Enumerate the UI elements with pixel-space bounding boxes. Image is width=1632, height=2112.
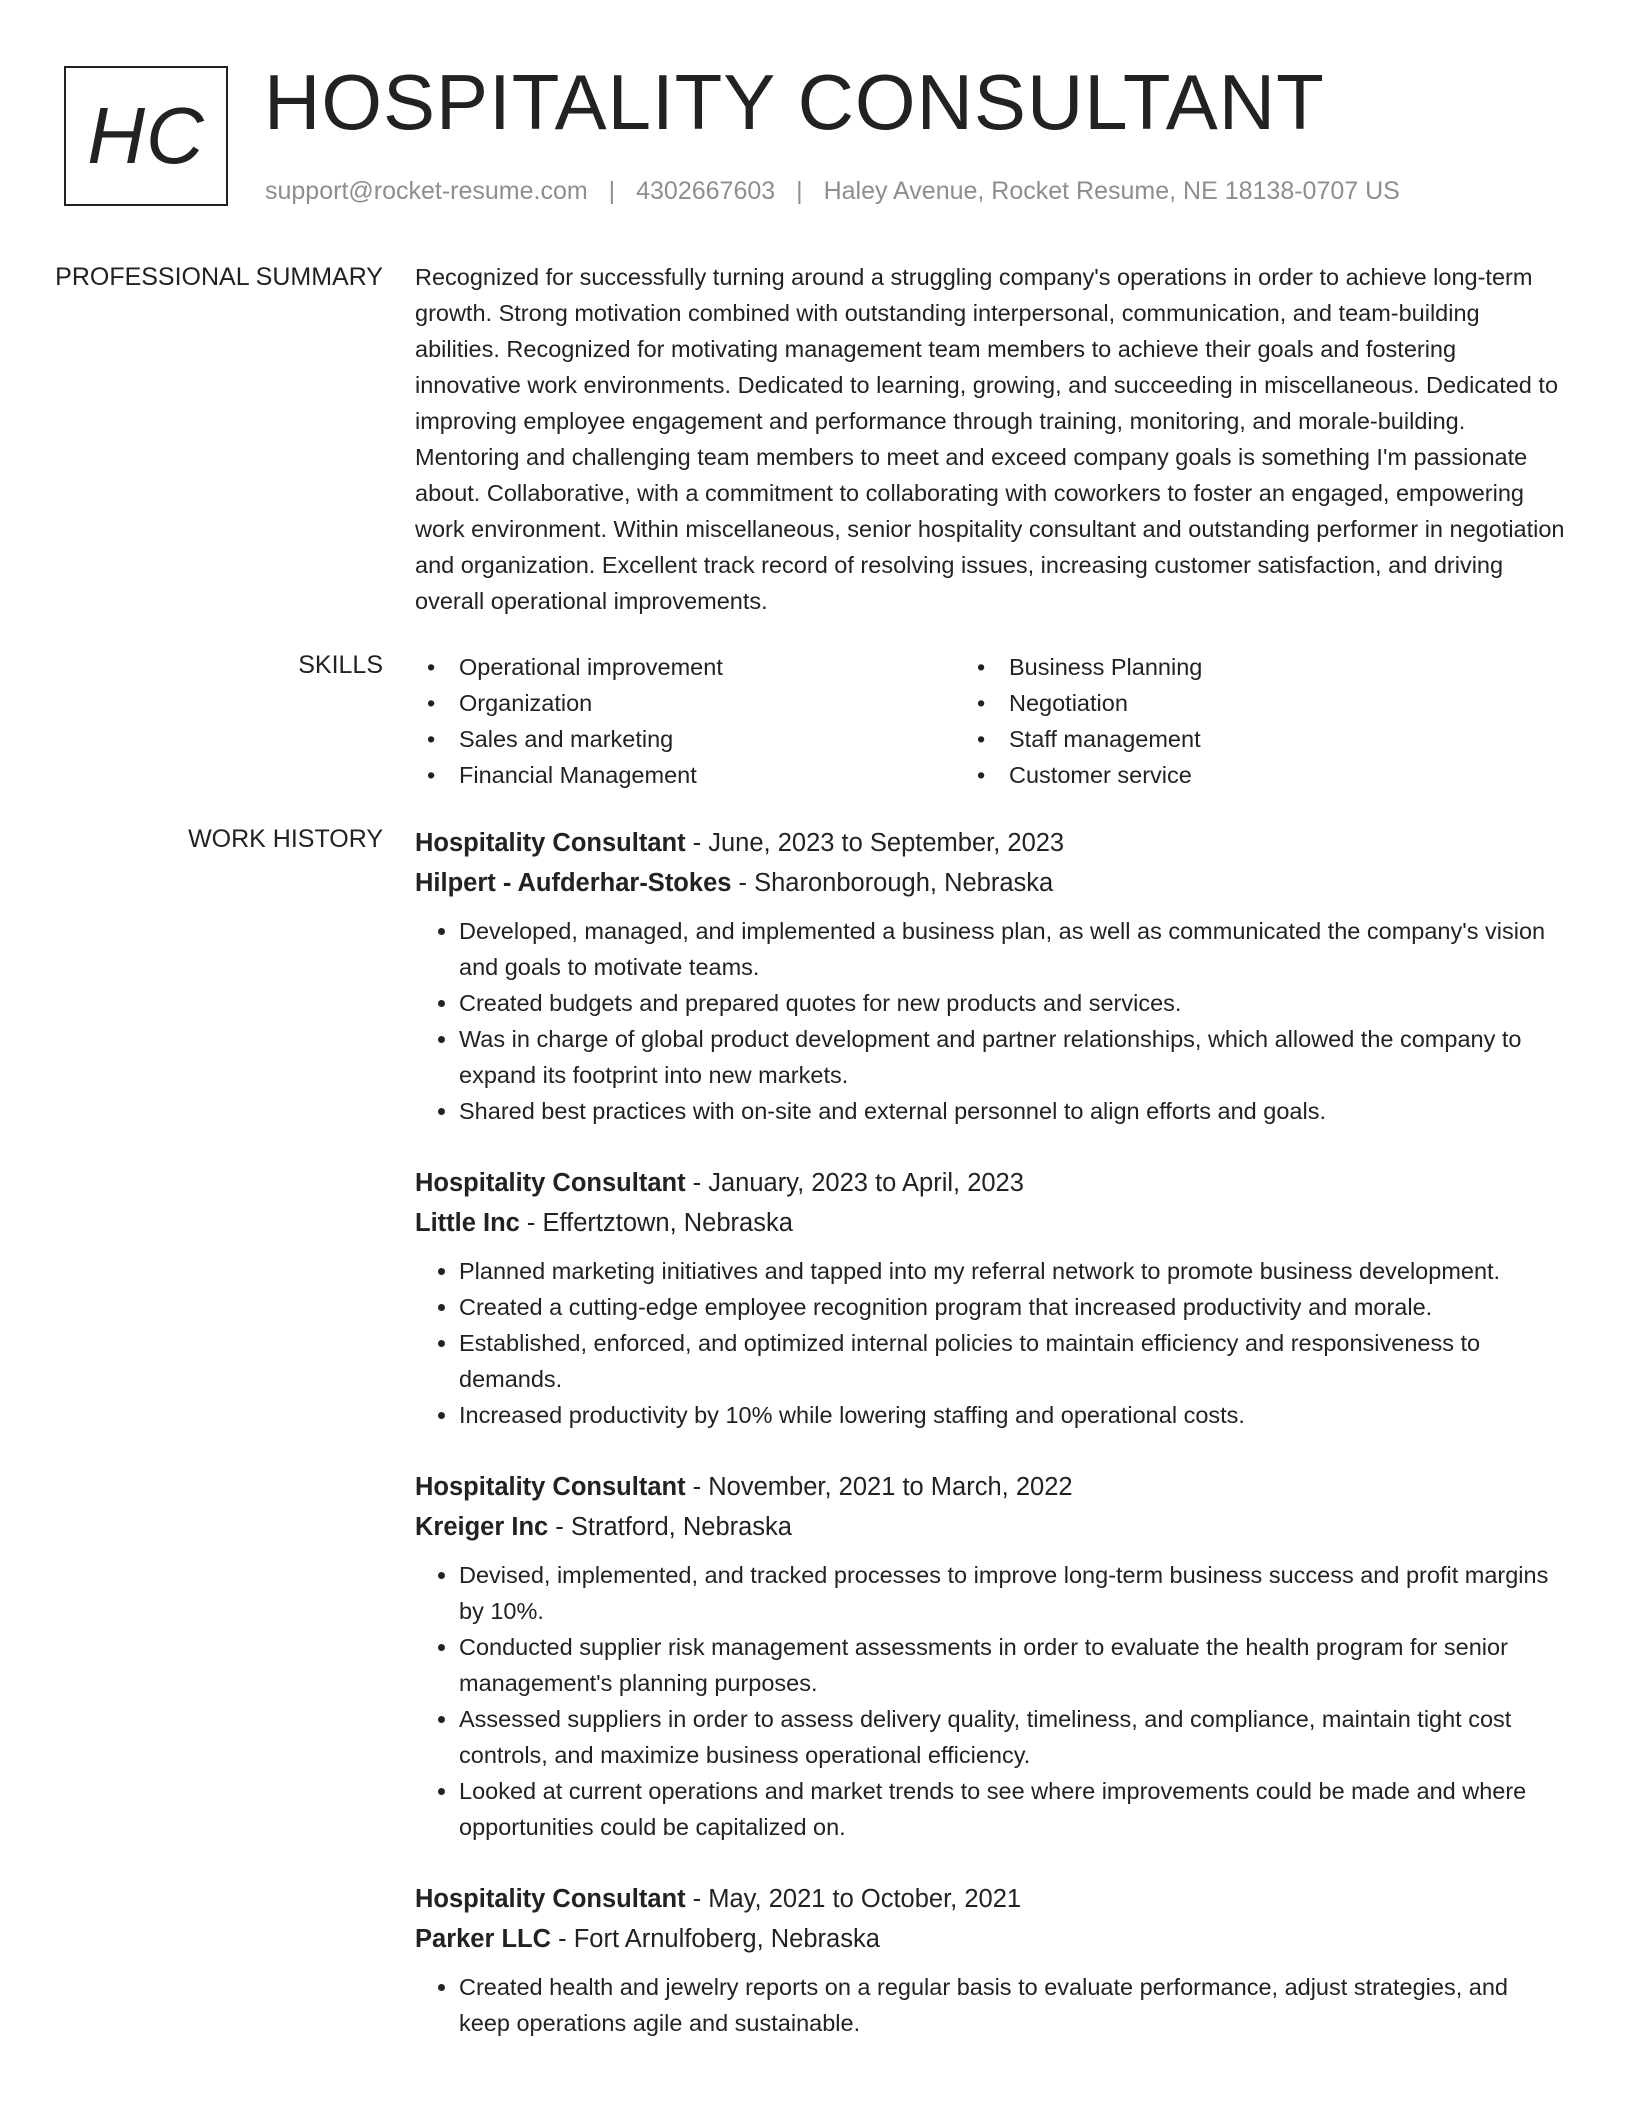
job-bullet: • Established, enforced, and optimized internal policies to maintain efficiency and responsiveness to demands. [459,1325,1565,1397]
skills-section [0,649,1632,793]
job-title-line [415,1879,1565,1919]
job-company-line [415,1507,1565,1547]
job-bullet: • Created a cutting-edge employee recognition program that increased productivity and morale. [459,1289,1565,1325]
summary-body [415,261,1565,619]
summary-text: Recognized for successfully turning around a struggling company's operations in order to achieve long-term growth. Strong motivation combined with outstanding interpersonal, communication, and team-building abilities. Recognized for motivating management team members to achieve their goals and fostering innovative work environments. Dedicated to learning, growing, and succeeding in miscellaneous. Dedicated to improving employee engagement and performance through training, monitoring, and morale-building. Mentoring and challenging team members to meet and exceed company goals is something I'm passionate about. Collaborative, with a commitment to collaborating with coworkers to foster an engaged, empowering work environment. Within miscellaneous, senior hospitality consultant and outstanding performer in negotiation and organization. Excellent track record of resolving issues, increasing customer satisfaction, and driving overall operational improvements. [415,264,1565,614]
work-history-section [0,823,1632,2075]
contact-line [265,176,1400,206]
job-location: - Fort Arnulfoberg, Nebraska [551,1925,880,1953]
monogram-initials: HC [87,91,205,180]
job-bullet: • Was in charge of global product development and partner relationships, which allowed the company to expand its footprint into new markets. [459,1021,1565,1093]
job-dates: - November, 2021 to March, 2022 [685,1473,1073,1501]
job-role: Hospitality Consultant [415,1169,686,1197]
skills-heading: SKILLS [298,651,383,679]
skill-item: • Sales and marketing [415,721,965,757]
job-company: Little Inc [415,1209,520,1237]
work-history-heading: WORK HISTORY [188,825,383,853]
job-entry [415,1163,1565,1433]
monogram-box [64,66,228,206]
summary-section [0,261,1632,619]
job-bullets [415,1557,1565,1845]
skill-item: • Customer service [965,757,1515,793]
job-dates: - January, 2023 to April, 2023 [685,1169,1024,1197]
job-bullets [415,1969,1565,2041]
skill-item: • Business Planning [965,649,1515,685]
skill-item: • Negotiation [965,685,1515,721]
job-bullet: • Planned marketing initiatives and tapped into my referral network to promote business development. [459,1253,1565,1289]
skill-item: • Operational improvement [415,649,965,685]
contact-address: Haley Avenue, Rocket Resume, NE 18138-0707 US [823,177,1400,205]
job-bullet: • Conducted supplier risk management assessments in order to evaluate the health program for senior management's planning purposes. [459,1629,1565,1701]
job-bullet: • Assessed suppliers in order to assess delivery quality, timeliness, and compliance, maintain tight cost controls, and maximize business operational efficiency. [459,1701,1565,1773]
job-bullet: • Created budgets and prepared quotes for new products and services. [459,985,1565,1021]
skills-body [415,649,1565,793]
job-company: Hilpert - Aufderhar-Stokes [415,869,732,897]
summary-heading: PROFESSIONAL SUMMARY [55,263,383,291]
contact-separator: | [608,177,616,205]
skill-item: • Financial Management [415,757,965,793]
job-company-line [415,1203,1565,1243]
job-bullets [415,913,1565,1129]
job-role: Hospitality Consultant [415,1885,686,1913]
job-company: Kreiger Inc [415,1513,549,1541]
resume-name: HOSPITALITY CONSULTANT [264,58,1325,146]
skills-list [415,649,1565,793]
contact-separator: | [796,177,803,205]
job-role: Hospitality Consultant [415,1473,686,1501]
contact-email: support@rocket-resume.com [265,177,588,205]
skill-item: • Staff management [965,721,1515,757]
contact-phone: 4302667603 [636,177,776,205]
job-bullet: • Devised, implemented, and tracked processes to improve long-term business success and profit margins by 10%. [459,1557,1565,1629]
job-role: Hospitality Consultant [415,829,686,857]
job-entry [415,823,1565,1129]
job-company: Parker LLC [415,1925,552,1953]
job-bullets [415,1253,1565,1433]
skill-item: • Organization [415,685,965,721]
job-title-line [415,823,1565,863]
job-title-line [415,1163,1565,1203]
job-dates: - May, 2021 to October, 2021 [685,1885,1022,1913]
job-bullet: • Developed, managed, and implemented a business plan, as well as communicated the company's vision and goals to motivate teams. [459,913,1565,985]
job-title-line [415,1467,1565,1507]
job-entry [415,1467,1565,1845]
job-location: - Sharonborough, Nebraska [731,869,1054,897]
job-bullet: • Shared best practices with on-site and external personnel to align efforts and goals. [459,1093,1565,1129]
job-bullet: • Looked at current operations and market trends to see where improvements could be made and where opportunities could be capitalized on. [459,1773,1565,1845]
work-history-body [415,823,1565,2075]
job-bullet: • Increased productivity by 10% while lowering staffing and operational costs. [459,1397,1565,1433]
job-company-line [415,1919,1565,1959]
resume-content [0,261,1632,2105]
job-location: - Effertztown, Nebraska [519,1209,793,1237]
job-location: - Stratford, Nebraska [548,1513,792,1541]
job-company-line [415,863,1565,903]
job-entry [415,1879,1565,2041]
job-bullet: • Created health and jewelry reports on a regular basis to evaluate performance, adjust strategies, and keep operations agile and sustainable. [459,1969,1565,2041]
job-dates: - June, 2023 to September, 2023 [685,829,1065,857]
